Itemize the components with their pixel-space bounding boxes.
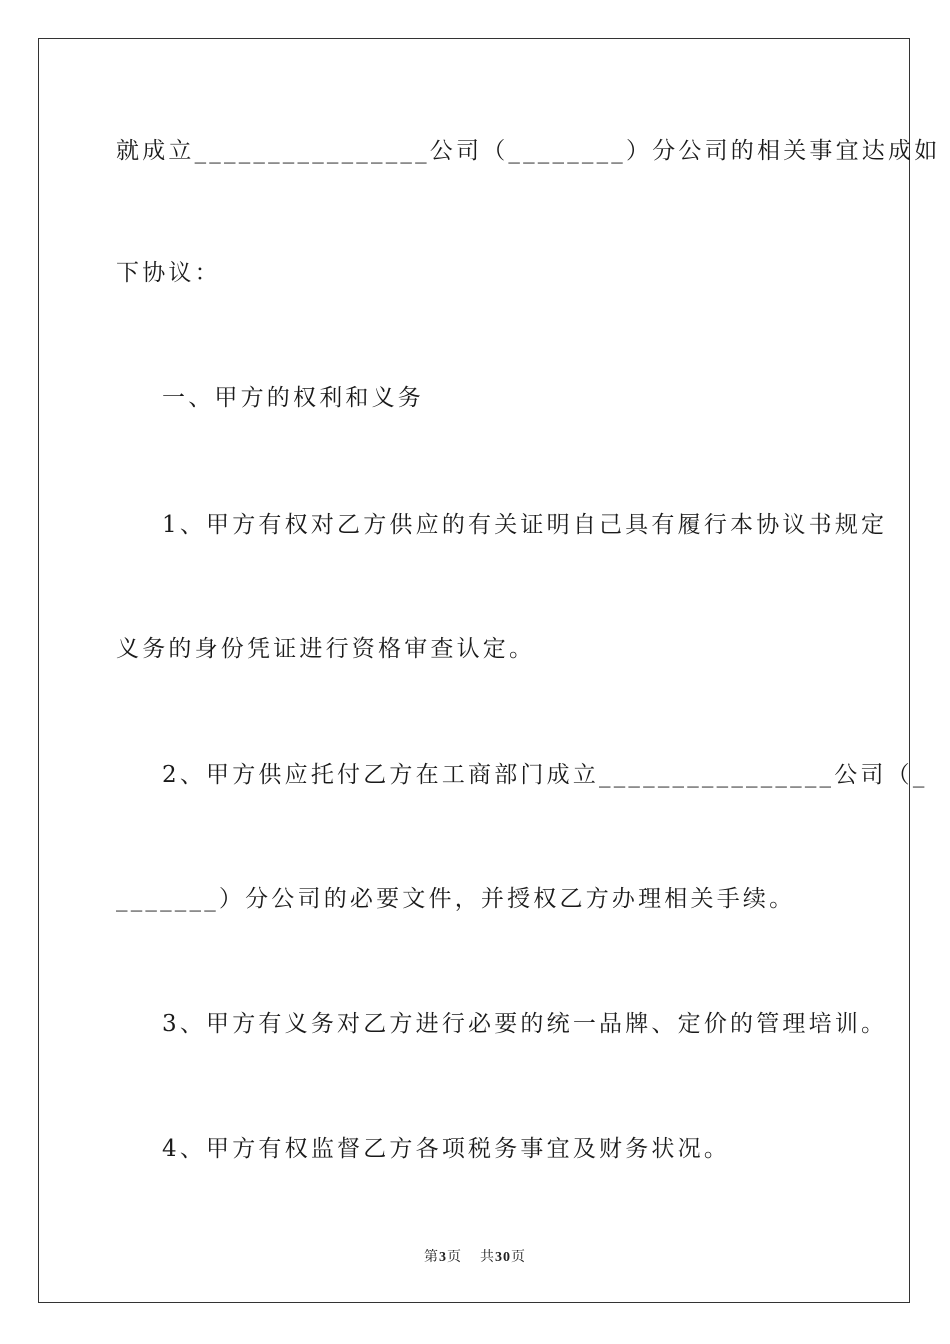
page-border bbox=[38, 38, 941, 1303]
page-number: 3 bbox=[439, 1250, 447, 1265]
page-suffix: 页 bbox=[447, 1250, 462, 1265]
clause-1-line-2: 义务的身份凭证进行资格审查认定。 bbox=[116, 636, 536, 662]
page-prefix: 第 bbox=[424, 1250, 439, 1265]
clause-3: 3、甲方有义务对乙方进行必要的统一品牌、定价的管理培训。 bbox=[162, 1011, 888, 1037]
page-footer bbox=[0, 1246, 950, 1266]
clause-2-line-2: _______）分公司的必要文件，并授权乙方办理相关手续。 bbox=[116, 886, 796, 912]
paragraph-line-1: 就成立________________公司（________）分公司的相关事宜达成如 bbox=[116, 138, 941, 164]
section-heading-rights-obligations: 一、甲方的权利和义务 bbox=[162, 385, 424, 411]
paragraph-line-2: 下协议： bbox=[116, 260, 221, 286]
total-pages: 30 bbox=[495, 1250, 511, 1265]
clause-4: 4、甲方有权监督乙方各项税务事宜及财务状况。 bbox=[162, 1136, 731, 1162]
clause-1-line-1: 1、甲方有权对乙方供应的有关证明自己具有履行本协议书规定 bbox=[162, 512, 888, 538]
total-suffix: 页 bbox=[511, 1250, 526, 1265]
total-prefix: 共 bbox=[480, 1250, 495, 1265]
clause-2-line-1: 2、甲方供应托付乙方在工商部门成立________________公司（_ bbox=[162, 762, 928, 788]
